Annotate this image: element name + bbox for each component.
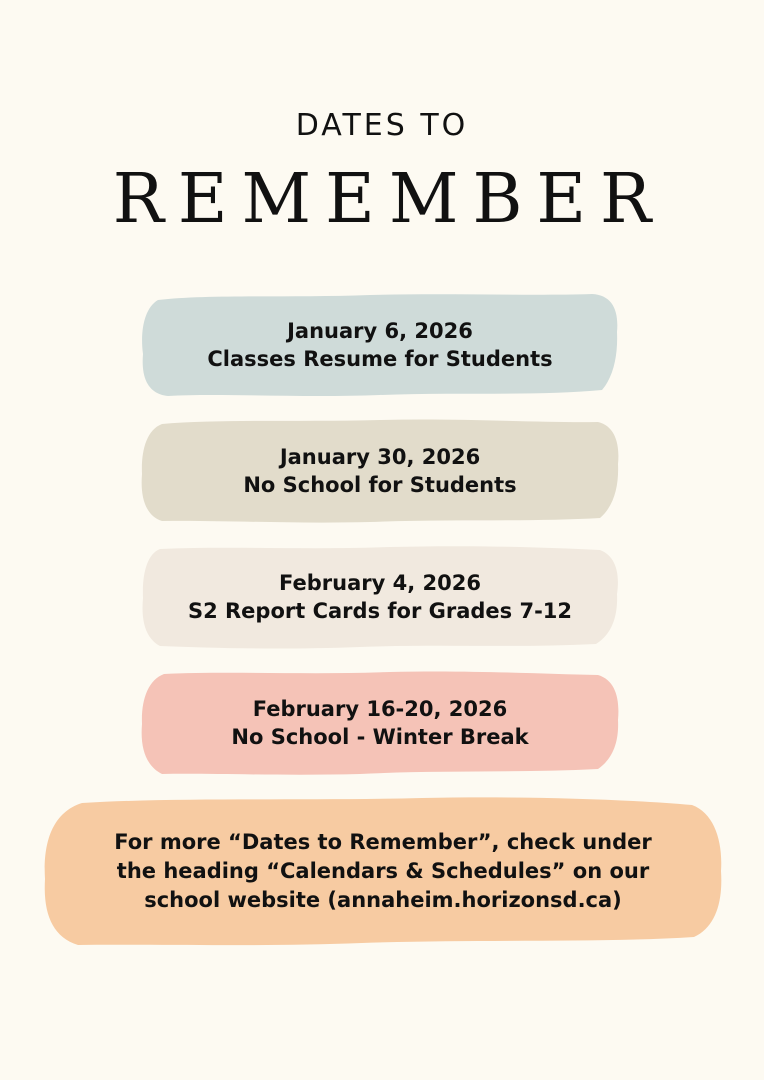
event-date: February 16-20, 2026 [252, 697, 508, 721]
event-description: S2 Report Cards for Grades 7-12 [187, 599, 573, 623]
event-card-4 [140, 670, 620, 776]
event-description: No School - Winter Break [231, 725, 529, 749]
event-description: No School for Students [243, 473, 517, 497]
subtitle-dates-to: DATES TO [295, 108, 469, 143]
event-card-1 [140, 292, 620, 398]
event-date: January 30, 2026 [279, 445, 481, 469]
title-remember: REMEMBER [112, 160, 666, 239]
event-card-3 [140, 544, 620, 650]
note-line: school website (annaheim.horizonsd.ca) [144, 887, 622, 912]
event-description: Classes Resume for Students [207, 347, 553, 371]
event-card-2 [140, 418, 620, 524]
note-line: the heading “Calendars & Schedules” on our [116, 858, 650, 883]
note-line: For more “Dates to Remember”, check under [114, 829, 652, 854]
more-dates-note [42, 795, 724, 947]
event-date: February 4, 2026 [279, 571, 481, 595]
event-date: January 6, 2026 [287, 319, 473, 343]
